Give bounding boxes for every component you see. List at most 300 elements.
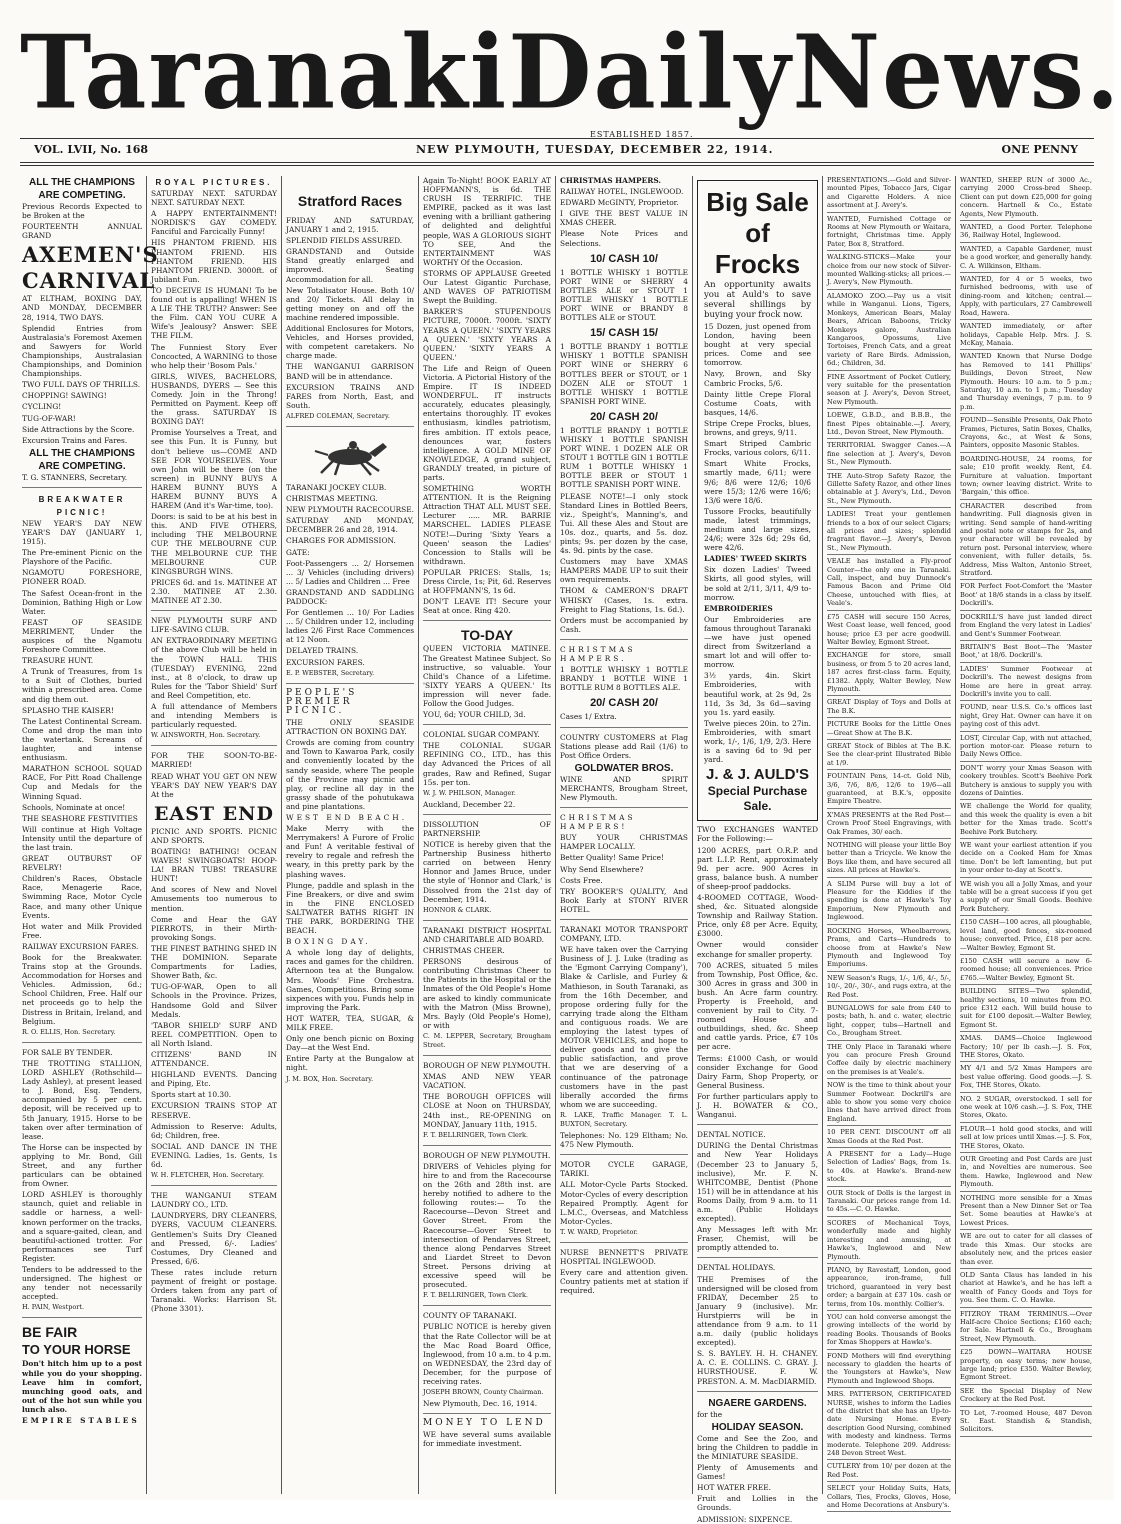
divider (560, 1242, 688, 1243)
paragraph: Doors: is said to be at his best in this. AND FIVE OTHERS, including THE MELBOURNE CUP. THE MELBOURNE CUP. THE MELBOURNE CUP. THE MELBOURNE CUP. KINGSBURGH WINS. (151, 512, 277, 576)
paragraph: TUG-OF-WAR, Open to all Schools in the Province. Prizes, Handsome Gold and Silver Medals. (151, 982, 277, 1019)
paragraph: Why Send Elsewhere? (560, 864, 644, 874)
headline: BOROUGH OF NEW PLYMOUTH. (423, 1061, 551, 1071)
divider (827, 877, 951, 878)
paragraph: Terms: £1000 Cash, or would consider Exchange for Good Dairy Farm, Shop Property, or General Business. (697, 1053, 818, 1090)
classified-ad: PICTURE Books for the Little Ones—Great Show at The B.K. (827, 720, 951, 737)
price-heading: 10/ CASH 10/ (590, 252, 658, 265)
headline: ALL THE CHAMPIONS ARE COMPETING. (29, 447, 135, 472)
divider (960, 499, 1092, 500)
headline: CHRISTMAS HAMPERS! (560, 813, 636, 832)
dateline-bar (24, 140, 1090, 160)
classified-ad: FITZROY TRAM TERMINUS.—Over Half-acre Choice Sections; £160 each; for Sale. Hartnell & Co., Brougham Street, New Plymouth. (960, 1309, 1092, 1343)
paragraph: GATE: (286, 547, 310, 557)
divider (827, 289, 951, 290)
paragraph: 'TABOR SHIELD' SURF AND REEL COMPETITION. Open to all North Island. (151, 1020, 277, 1048)
divider (22, 487, 142, 488)
classified-ad: LADIES! Treat your gentlemen friends to a box of our select Cigars; all prices and sizes; splendid fragrant flavor.—J. Avery's, Devon St., New Plymouth. (827, 510, 951, 552)
paragraph: Again To-Night! BOOK EARLY AT HOFFMANN'S, is 6d. THE CRUSH IS TERRIFIC. THE EMPIRE, packed as it was last evening with a brilliant gathering of delighted and delightful people, WAS A GLORIOUS SIGHT TO SEE, And the ENTERTAINMENT WAS WORTHY Of the Occasion. (423, 176, 551, 267)
paragraph: Dainty little Crepe Floral Costume Coats, with basques, 14/6. (704, 389, 811, 417)
divider (827, 648, 951, 649)
paragraph: Plunge, paddle and splash in the Fine Breakers, or dive and swim in the FINE ENCLOSED SALTWATER BATHS RIGHT IN THE PARK, BORDERING THE BEACH. (286, 880, 414, 936)
divider (960, 1031, 1092, 1032)
paragraph: NEW YEAR'S DAY NEW YEAR'S DAY (JANUARY 1, 1915). (22, 518, 142, 547)
headline: DISSOLUTION OF PARTNERSHIP. (423, 819, 551, 838)
divider (560, 919, 688, 920)
dateline-rule-1 (20, 162, 1094, 163)
classified-ad: SEE the Special Display of New Crockery at the Red Post. (960, 1386, 1092, 1404)
divider (827, 1147, 951, 1148)
price-heading: 20/ CASH 20/ (590, 697, 658, 710)
headline: BREAKWATER PICNIC! (38, 494, 126, 517)
classified-ad: WALKING-STICKS—Make your choice from our new stock of Silver-mounted Walking-sticks; all prices.—J. Avery's, New Plymouth. (827, 253, 951, 287)
headline: ROYAL PICTURES. (155, 178, 273, 187)
paragraph: FRIDAY AND SATURDAY, JANUARY 1 and 2, 1915. (286, 216, 414, 235)
paragraph: A full attendance of Members and intending Members is particularly requested. (151, 701, 277, 730)
column-5 (560, 176, 688, 1494)
classified-ad: GREAT Stock of Bibles at The B.K. See the clear-print Illustrated Bible at 1/9. (827, 741, 951, 767)
classified-ad: £25 DOWN—WAITARA HOUSE property, on easy terms; new house, large land; price £350. Walter Bewley, Egmont Street. (960, 1348, 1092, 1382)
paragraph: YOU, 6d; YOUR CHILD, 3d. (423, 710, 526, 720)
divider (960, 1406, 1092, 1407)
paragraph: Admission to Reserve: Adults, 6d; Children, free. (151, 1121, 277, 1140)
classified-ad: THE Auto-Strop Safety Razor, the Gillette Safety Razor, and other lines obtainable at J. Avery's, Ltd., Devon St., New Plymouth. (827, 471, 951, 505)
classified-ad: DOCKRILL'S have just landed direct from England the very latest in Ladies' and Gent's Summer Footwear. (960, 612, 1092, 638)
headline: MOTOR CYCLE GARAGE, TARIKI. (560, 1160, 688, 1179)
paragraph: Twelve pieces 20in. to 27in. Embroideries, with smart work, 1/-, 1/6, 1/9, 2/3. Here is a saving 6d to 9d per yard. (704, 718, 811, 765)
signature: T. W. WARD, Proprietor. (560, 1227, 638, 1236)
paragraph: PERSONS desirous of contributing Christmas Cheer to the Patients in the Hospital or the Inmates of the Old People's Home are asked to kindly communicate with the Matron (Miss Browne), Mrs. Bayly (Old People's Home), or with (423, 957, 551, 1030)
divider (960, 640, 1092, 641)
paragraph: Entire Party at the Bungalow at night. (286, 1054, 414, 1073)
paragraph: SOCIAL AND DANCE IN THE EVENING. Ladies, 1s. Gents, 1s 6d. (151, 1141, 277, 1169)
divider (827, 1481, 951, 1482)
paragraph: CHRISTMAS MEETING. (286, 494, 378, 504)
classified-ad: FOUND—Sensible Presents, Oak Photo Frames, Pictures, Satin Boxes, Chalks, Crayons, &c., at West & Sons, Painters, opposite Masonic Stables. (960, 416, 1092, 450)
paragraph: TRY BOOKER'S QUALITY, And Book Early at STONY RIVER HOTEL. (560, 886, 688, 914)
divider (827, 1125, 951, 1126)
divider (960, 915, 1092, 916)
classified-ad: SELECT your Holiday Suits, Hats, Collars, Ties, Frocks, Gloves, Hose, and Home Decorations at Ansbury's. (827, 1484, 951, 1510)
divider (423, 1145, 551, 1146)
paragraph: For Gentlemen ... 10/ For Ladies ... 5/ Children under 12, including ladies 2/6 First Race Commences at 12 Noon. (286, 608, 414, 645)
classified-ad: FLOUR—1 hold good stocks, and will sell at low prices until Xmas.—J. S. Fox, THE Stores, Okato. (960, 1124, 1092, 1150)
divider (960, 1384, 1092, 1385)
paragraph: Excursion Trains and Fares. (22, 435, 128, 445)
classified-ad: OUR Greeting and Post Cards are just in, and Novelties are numerous. See them. Hawke, Inglewood and New Plymouth. (960, 1155, 1092, 1189)
classified-ad: ALAMOKO ZOO.—Pay us a visit while in Wanganui. Lions, Tigers, Monkeys, American Bears, Malay Bears, African Baboons, Tricky Monkeys galore, Australian Kangaroos, Opossums, Live Tortoises, French Cats, and a great variety of Rare Birds. Admission, 6d.; Children, 3d. (827, 291, 951, 368)
signature: HONNOR & CLARK. (423, 905, 492, 914)
paragraph: CITIZENS' BAND IN ATTENDANCE. (151, 1049, 277, 1069)
divider (960, 349, 1092, 350)
paragraph: 1 BOTTLE WHISKY 1 BOTTLE PORT WINE or SHERRY 4 BOTTLES ALE or STOUT 1 BOTTLE WHISKY 1 BOTTLE PORT WINE or BRANDY 8 BOTTLES ALE or STOUT. (560, 267, 688, 323)
classified-ad: OUR Stock of Dolls is the largest in Taranaki. Our prices range from 1d. to 45s.—C. O. Hawke. (827, 1188, 951, 1214)
paragraph: AT ELTHAM, BOXING DAY, AND MONDAY, DECEMBER 28, 1914, TWO DAYS. (22, 294, 142, 322)
classified-ad: WANTED Known that Nurse Dodge has Removed to 141 Phillips' Buildings, Devon Street, New Plymouth. Hours: 10 a.m. to 5 p.m.; Saturday, 10 a.m. to 1 p.m.; Tuesday and Thursday evenings, 7 p.m. to 9 p.m. (960, 352, 1092, 411)
column-rule (418, 176, 419, 1494)
paragraph: NEW PLYMOUTH RACECOURSE. (286, 505, 414, 515)
masthead-rule (20, 138, 1094, 139)
classified-ad: YOU can hold converse amongst the growing intellects of the world by reading Books. Thousands of Books for Xmas Shoppers at Hawke's. (827, 1312, 951, 1347)
column-3 (286, 176, 414, 1494)
paragraph: Come and See the Zoo, and bring the Children to paddle in the MINIATURE SEASIDE. (697, 1433, 818, 1461)
paragraph: TWO FULL DAYS OF THRILLS. (22, 380, 141, 390)
classified-ad: FOUNTAIN Pens, 14-ct. Gold Nib, 3/6, 7/6, 8/6, 12/6 to 19/6—all guaranteed, at B.K.'s, opposite Empire Theatre. (827, 772, 951, 806)
divider (960, 761, 1092, 762)
divider (960, 838, 1092, 839)
paragraph: Splendid Entries from Australasia's Foremost Axemen and Sawyers for World Championships, Australasian Championships, and Dominion Championships. (22, 323, 142, 379)
classified-ad: GREAT Display of Toys and Dolls at The B.K. (827, 698, 951, 715)
paragraph: DURING the Dental Christmas and New Year Holidays (December 23 to January 5, inclusive), Mr. F. N. WHITCOMBE, Dentist (Phone 151) will be in attendance at his Rooms Daily, from 9 a.m. to 11 a.m. (Public Holidays excepted). (697, 1141, 818, 1224)
paragraph: PUBLIC NOTICE is hereby given that the Rate Collector will be at the Mac Road Board Office, Inglewood, from 10 a.m. to 4 p.m. on WEDNESDAY, the 23rd day of December, for the purpose of receiving rates. (423, 1322, 551, 1386)
classified-ad: WE challenge the World for quality, and this week the quality is even a bit better for the Xmas trade. Scott's Beehive Pork Butchery. (960, 802, 1092, 836)
signature: W. H. FLETCHER, Hon. Secretary. (151, 1171, 265, 1180)
signature: R. O. ELLIS, Hon. Secretary. (22, 1027, 116, 1036)
paragraph: And scores of New and Novel Amusements too numerous to mention. (151, 885, 277, 913)
divider (960, 242, 1092, 243)
classified-ad: SCORES of Mechanical Toys, wonderfully made and highly interesting and amusing, at Hawke's, Inglewood and New Plymouth. (827, 1218, 951, 1261)
divider (560, 727, 688, 728)
classified-ad: FINE Assortment of Pocket Cutlery, very suitable for the presentation season at J. Avery's, Devon Street, New Plymouth. (827, 372, 951, 406)
divider (960, 1307, 1092, 1308)
divider (151, 610, 277, 611)
divider (423, 920, 551, 921)
column-4 (423, 176, 551, 1494)
divider (827, 1263, 951, 1264)
paragraph: SOMETHING WORTH ATTENTION. It is the Reigning Attraction THAT ALL MUST SEE. Lecturer ..... MR. BARRIE MARSCHEL. LADIES PLEASE NOTE!—During 'Sixty Years a Queen' season the Ladies' Concession to Stalls will be withdrawn. (423, 484, 551, 566)
paragraph: DELAYED TRAINS. (286, 646, 359, 656)
column-2 (151, 176, 277, 1494)
divider (827, 1387, 951, 1388)
divider (22, 1317, 142, 1318)
paragraph: WINE AND SPIRIT MERCHANTS, Brougham Street, New Plymouth. (560, 774, 688, 802)
headline: CARNIVAL (22, 268, 156, 294)
divider (827, 971, 951, 972)
paragraph: TO DECEIVE IS HUMAN! To be found out is appalling! WHEN IS A LIE THE TRUTH? Answer: See the Film. CAN YOU CURE A Wife's Jealousy? Answer: SEE THE FILM. (151, 285, 277, 341)
paragraph: SPLASHO THE KAISER! (22, 705, 114, 715)
paragraph: TREASURE HUNT. (22, 656, 94, 666)
divider (827, 1459, 951, 1460)
paragraph: 15 Dozen, just opened from London, having been bought at very special prices. Come and see tomorrow. (704, 322, 811, 368)
classified-ad: BUNGALOWS for sale from £40 to posts; bath, h. and c. water, electric light, copper, tubs—Hartnell and Co., Brougham Street. (827, 1003, 951, 1038)
classified-ad: TO Let, 7-roomed House, 487 Devon St. East. Standish & Standish, Solicitors. (960, 1408, 1092, 1434)
column-1 (22, 176, 159, 1494)
paragraph: Navy, Brown, and Sky Cambric Frocks, 5/6. (704, 369, 811, 388)
classified-ad: WANTED, a Good Porter. Telephone 36, Railway Hotel, Inglewood. (960, 223, 1092, 240)
divider (827, 1349, 951, 1350)
divider (286, 683, 414, 684)
headline: HOLIDAY SEASON. (711, 1421, 804, 1433)
divider (827, 212, 951, 213)
classified-ad: WANTED immediately, or after holidays, Capable Help. Mrs. J. S. McKay, Manaia. (960, 322, 1092, 347)
paragraph: Fruit and Lollies in the Grounds. (697, 1494, 818, 1513)
paragraph: FEAST OF SEASIDE MERRIMENT, Under the auspices of the Ngamotu Foreshore Committee. (22, 617, 142, 655)
headline: Stratford Races (297, 193, 403, 209)
classified-ad: WE are out to cater for all classes of trade this Xmas. Our stocks are absolutely new, and the prices easier than ever. (960, 1232, 1092, 1266)
classified-ad: LOEWE, G.B.D., and B.B.B., the finest Pipes obtainable.—J. Avery, Ltd., Devon Street, New Plymouth. (827, 411, 951, 436)
divider (151, 745, 277, 746)
divider (827, 1078, 951, 1079)
paragraph: SATURDAY NEXT. SATURDAY NEXT. SATURDAY NEXT. (151, 189, 277, 208)
paragraph: Book for the Breakwater. Trains stop at the Grounds. Accommodation for Horses and Vehicles. Admission, 6d.; School Children, Free. Half our net proceeds go to help the Distress in Britain, Ireland, and Belgium. (22, 953, 142, 1026)
racehorse-illustration (305, 433, 395, 477)
paragraph: Our Embroideries are famous throughout Taranaki—we have just opened direct from Switzerland a smart lot and will offer to-morrow. (704, 614, 811, 670)
paragraph: RAILWAY HOTEL, INGLEWOOD. (560, 187, 684, 197)
paragraph: EXCURSION TRAINS AND FARES from North, East, and South. (286, 382, 414, 410)
frock-sale-advert (697, 180, 818, 821)
headline: THE WANGANUI STEAM LAUNDRY CO., LTD. (151, 1191, 277, 1210)
divider (827, 717, 951, 718)
paragraph: THE WANGANUI GARRISON BAND will be in attendance. (286, 362, 414, 381)
divider (697, 1257, 818, 1258)
divider (827, 250, 951, 251)
paragraph: ADMISSION: SIXPENCE. (697, 1514, 793, 1524)
paragraph: Additional Enclosures for Motors, Vehicles, and Horses provided, with competent caretakers. No charge made. (286, 324, 414, 361)
paragraph: 1200 ACRES, part O.R.P. and part L.I.P. Rent, approximately 9d. per acre. 900 Acres in grass, balance bush. A number of sheep-proof paddocks. (697, 845, 818, 891)
signature: F. T. BELLRINGER, Town Clerk. (423, 1130, 528, 1139)
paragraph: BUY YOUR CHRISTMAS HAMPER LOCALLY. (560, 833, 688, 852)
paragraph: CHARGES FOR ADMISSION. (286, 536, 396, 546)
divider (827, 610, 951, 611)
divider (560, 807, 688, 808)
divider (960, 954, 1092, 955)
paragraph: CYCLING! (22, 402, 62, 412)
paragraph: I GIVE THE BEST VALUE IN XMAS CHEER. (560, 209, 688, 228)
signature: F. T. BELLRINGER, Town Clerk. (423, 1291, 528, 1300)
classified-ad: FOUND, near U.S.S. Co.'s offices last night, Grey Hat. Owner can have it on paying cost of this advt. (960, 703, 1092, 729)
paragraph: Costs Free. (560, 875, 603, 885)
paragraph: The Latest Continental Scream. Come and drop the man into the watertank. Screams of laughter, and intense enthusiasm. (22, 716, 142, 763)
classified-ad: A SLIM Purse will buy a lot of Pleasure for the Kiddies if the spending is done at Hawke's Toy Emporium, New Plymouth and Inglewood. (827, 879, 951, 922)
paragraph: EXCURSION TRAINS STOP AT RESERVE. (151, 1101, 277, 1120)
divider (960, 1229, 1092, 1230)
headline: FOR SALE BY TENDER. (22, 1047, 113, 1057)
signature: R. LAKE, Traffic Manager. T. L. BUXTON, Secretary. (560, 1110, 688, 1128)
paragraph: XMAS AND NEW YEAR VACATION. (423, 1072, 551, 1091)
paragraph: MARATHON SCHOOL SQUAD RACE, For Pitt Road Challenge Cup and Medals for the Winning Squad. (22, 764, 142, 801)
paragraph: Schools, Nominate at once! (22, 802, 126, 812)
paragraph: Crowds are coming from country and Town to Kawaroa Park, cosily and conveniently located by the sandy seaside, where The people of the Province may picnic and play, or recline all day in the grassy shade of the pohutukawa and pine plantations. (286, 738, 414, 811)
paragraph: Promise Yourselves a Treat, and see this Fun. It is Funny, but don't believe us—COME AND SEE FOR YOURSELVES. Your own John will be there (on the screen) in BUNNY BUYS A HAREM BUNNY BUYS A HAREM BUNNY BUYS A HAREM (And it's War-time, too). (151, 428, 277, 511)
paragraph: THE COLONIAL SUGAR REFINING CO., LTD., has this day Advanced the Prices of all grades, Raw and Refined, Sugar 15s. per ton. (423, 741, 551, 787)
divider (960, 877, 1092, 878)
classified-ad: WANTED, for 4 or 5 weeks, two furnished bedrooms, with use of dining-room and kitchen; central.—Apply, with particulars, 27 Cambrewell Road, Hawera. (960, 275, 1092, 317)
signature: C. M. LEPPER, Secretary, Brougham Street. (423, 1031, 551, 1049)
paragraph: A Trunk of Treasures, from 1s to a Suit of Clothes, buried within a prescribed area. Come and dig them out. (22, 667, 142, 704)
paragraph: Hot water and Milk Provided Free. (22, 921, 142, 940)
paragraph: WE have taken over the Carrying Business of J. J. Luke (trading as the 'Egmont Carrying Company'), Blake & Carlisle, and Furley & Mathieson, in South Taranaki, as from the 16th December, and propose ordering fully for the carrying trade along the Eltham and contiguous roads. We are employing the latest types of MOTOR VEHICLES, and hope to deliver goods and to give the public satisfaction, and prove that we are deserving of a continuance of the patronage customers have in the past liberally accorded the firms whom we are succeeding. (560, 945, 688, 1109)
classified-ad: EXCHANGE for store, small business, or from 5 to 20 acres land, 187 acres first-class farm. Equity, £1382. Apply, Walter Bewley, New Plymouth. (827, 651, 951, 693)
headline: NGAERE GARDENS. (708, 1397, 807, 1409)
paragraph: Owner would consider exchange for smaller property. (697, 940, 818, 959)
divider (827, 739, 951, 740)
divider (960, 700, 1092, 701)
classified-ad: BRITAIN'S Best Boot—The 'Master Boot,' at 18/6. Dockrill's. (960, 642, 1092, 660)
classified-ad: 10 PER CENT. DISCOUNT off all Xmas Goods at the Red Post. (827, 1128, 951, 1145)
paragraph: HOT WATER, TEA, SUGAR, & MILK FREE. (286, 1013, 414, 1033)
paragraph: SPLENDID FIELDS ASSURED. (286, 236, 403, 246)
paragraph: Side Attractions by the Score. (22, 424, 135, 434)
divider (827, 695, 951, 696)
column-rule (281, 176, 282, 1494)
signature: W. J. W. PHILSON, Manager. (423, 788, 516, 797)
headline: CHRISTMAS HAMPERS. (560, 176, 662, 185)
classified-ad: X'MAS PRESENTS at the Red Post—Crown Proof Steel Engravings, with Oak Frames, 30/ each. (827, 810, 951, 836)
divider (827, 554, 951, 555)
paragraph: PLEASE NOTE!—I only stock Standard Lines in Bottled Beers, viz., Speight's, Manning's, and Tui. All these Ales and Stout are 10s. doz., quarts, and 5s. doz. pints; 9s. per dozen by the case, 4s. 9d. pints by the case. (560, 491, 688, 556)
paragraph: STORMS OF APPLAUSE Greeted Our Latest Gigantic Purchase, AND WAVES OF PATRIOTISM Swept the Building. (423, 268, 551, 306)
headline: PEOPLE'S PREMIER PICNIC. (286, 687, 358, 716)
divider (560, 1154, 688, 1155)
classified-ad: WANTED, Furnished Cottage or Rooms at New Plymouth or Waitara, fortnight, Christmas time. Apply Pater, Box 8, Stratford. (827, 214, 951, 248)
headline: NURSE BENNETT'S PRIVATE HOSPITAL INGLEWOOD. (560, 1248, 688, 1267)
classified-ad: PIANO, by Ravestaff, London, good appearance, iron-frame, full trichord, guaranteed in very best order; a bargain at £37 10s. cash or terms, from 10s. monthly. Collier's. (827, 1265, 951, 1308)
paragraph: EMPIRE STABLES (22, 1416, 140, 1426)
paragraph: THE ONLY SEASIDE ATTRACTION ON BOXING DAY. (286, 718, 414, 737)
column-rule (955, 176, 956, 1494)
divider (22, 1042, 142, 1043)
paragraph: These rates include return payment of freight or postage. Orders taken from any part of Taranaki. Works: Harrison St. (Phone 3301). (151, 1267, 277, 1314)
headline: TARANAKI DISTRICT HOSPITAL AND CHARITABLE AID BOARD. (423, 925, 551, 944)
divider (960, 1152, 1092, 1153)
divider (423, 620, 551, 621)
brand-name: J. & J. AULD'S (705, 766, 810, 784)
headline: TO YOUR HORSE (22, 1342, 131, 1358)
paragraph: GRANDSTAND AND SADDLING PADDOCK: (286, 587, 414, 606)
paragraph: Only one bench picnic on Boxing Day—at the West End. (286, 1034, 414, 1053)
classified-ad: NOTHING will please your little Boy better than a Tricycle. We know the Boys like them, and have secured all sizes. All prices at Hawke's. (827, 841, 951, 875)
paragraph: HIS PHANTOM FRIEND. HIS PHANTOM FRIEND. HIS PHANTOM FRIEND. HIS PHANTOM FRIEND. 3000ft. of Jubilant Fun. (151, 238, 277, 284)
headline: AXEMEN'S (22, 242, 159, 268)
headline: Big Sale (706, 187, 809, 217)
divider (960, 452, 1092, 453)
paragraph: A whole long day of delights, races and games for the children. Afternoon tea at the Bungalow. Mrs. Woods' Fine Orchestra. Games, Competitions. Bring some sixpences with you. Funds help in improving the Park. (286, 948, 414, 1012)
column-rule (146, 176, 147, 1494)
divider (960, 413, 1092, 414)
classified-ad: THE Only Place in Taranaki where you can procure Fresh Ground Coffee daily by electric machinery on the premises is at Veale's. (827, 1042, 951, 1076)
paragraph: GIRLS, WIVES, BACHELORS, HUSBANDS, DYERS — See this Comedy. Join in the Throng! Permitted on Payment. Keep off the grass. SATURDAY IS BOXING DAY! (151, 371, 277, 427)
dateline-rule-2 (20, 165, 1094, 166)
paragraph: EDWARD McGINTY, Proprietor. (560, 198, 679, 208)
paragraph: Make Merry with the Merrymakers! A Furore of Frolic and Fun! A veritable festival of revelry to regale and refresh the weary, in this pretty park by the plashing waves. (286, 824, 414, 879)
headline: BE FAIR (22, 1324, 78, 1341)
divider (960, 220, 1092, 221)
divider (960, 1268, 1092, 1269)
volume-number: VOL. LVII, No. 168 (34, 143, 149, 156)
signature: S. S. BAYLEY. H. H. CHANEY. A. C. E. COLLINS. C. GRAY. J. HURSTHOUSE. F. W. PRESTON. A. M. MacDIARMID. (697, 1349, 818, 1386)
divider (423, 724, 551, 725)
divider (827, 507, 951, 508)
paragraph: DON'T LEAVE IT! Secure your Seat at once. Ring 420. (423, 597, 551, 616)
divider (827, 438, 951, 439)
divider (560, 639, 688, 640)
paragraph: Stripe Crepe Frocks, blues, browns, and greys, 9/11. (704, 418, 811, 438)
divider (697, 1124, 818, 1125)
paragraph: Smart Striped Cambric Frocks, various colors, 6/11. (704, 439, 811, 458)
paragraph: 1 BOTTLE BRANDY 1 BOTTLE WHISKY 1 BOTTLE SPANISH PORT WINE. 1 DOZEN ALE OR STOUT 1 BOTTLE GIN 1 BOTTLE RUM 1 BOTTLE WHISKY 1 BOTTLE BEER or STOUT 1 BOTTLE SPANISH PORT WINE. (560, 425, 688, 490)
headline: DENTAL HOLIDAYS. (697, 1263, 776, 1273)
divider (423, 1305, 551, 1306)
headline: BOXING DAY. (286, 937, 371, 947)
classified-ad: NEW Season's Rugs, 1/-, 1/6, 4/-, 5/-, 10/-, 20/-, 30/-, and rugs extra, at the Red Post. (827, 973, 951, 999)
headline: Special Purchase Sale. (707, 784, 808, 814)
classified-ad: NOW is the time to think about your Summer Footwear. Dockrill's are able to show you some very choice lines that have arrived direct from England. (827, 1081, 951, 1123)
headline: CHRISTMAS HAMPERS. (560, 644, 636, 664)
divider (286, 426, 414, 427)
classified-ad: MRS. PATTERSON, CERTIFICATED NURSE, wishes to inform the Ladies of the district that she has an Up-to-date Nursing Home. Every description Good Nursing, combined with modesty and kindness. Terms moderate. Telephone 209. Address: 248 Devon Street West. (827, 1390, 951, 1458)
column-7-classifieds (827, 176, 951, 1510)
divider (960, 579, 1092, 580)
signature: ALFRED COLEMAN, Secretary. (286, 411, 390, 420)
paragraph: HIGHLAND EVENTS. Dancing and Piping, Etc. (151, 1070, 277, 1089)
paragraph: Will continue at High Voltage Intensity until the departure of the last train. (22, 824, 142, 852)
classified-ad: BUILDING SITES—Two splendid, healthy sections, 10 minutes from P.O. price £312 each. Will build house to suit for £100 deposit.—Walter Bewley, Egmont St. (960, 987, 1092, 1029)
paragraph: New Totalisator House. Both 10/ and 20/ Tickets. All delay in getting money on and off the machine rendered impossible. (286, 285, 414, 322)
headline: EMBROIDERIES (704, 603, 773, 613)
issue-price: ONE PENNY (1001, 143, 1078, 156)
paragraph: Cases 1/ Extra. (560, 712, 617, 722)
paragraph: Sports start at 10.30. (151, 1090, 232, 1100)
paragraph: AN EXTRAORDINARY MEETING of the above Club will be held in the TOWN HALL THIS (TUESDAY) EVENING, 22nd inst., at 8 o'clock, to draw up Rules for the 'Tabor Shield' Surf and Reel Competition, etc. (151, 636, 277, 700)
headline: NEW PLYMOUTH SURF AND LIFE-SAVING CLUB. (151, 616, 277, 635)
paragraph: THE FINEST BATHING SHED IN THE DOMINION. Separate Compartments for Ladies, Shower Bath, &c. (151, 943, 277, 981)
paragraph: THE TROTTING STALLION, LORD ASHLEY (Rothschild—Lady Ashley), at present leased to J. Bond, Esq. Tenders, accompanied by 5 per cent. deposit, will be received up to 5th January, 1915. Horse to be taken over after termination of lease. (22, 1058, 142, 1141)
divider (827, 838, 951, 839)
divider (827, 1186, 951, 1187)
classified-ad: WE want your earliest attention if you decide on a Cooked Ham for Xmas time. Don't be left lamenting, but put in your order to-day at Scott's. (960, 841, 1092, 875)
paragraph: Telephones: No. 129 Eltham; No. 475 New Plymouth. (560, 1131, 688, 1150)
divider (960, 731, 1092, 732)
paragraph: Tenders to be addressed to the undersigned. The highest or any tender not necessarily accepted. (22, 1265, 142, 1302)
divider (827, 1001, 951, 1002)
paragraph: DRIVERS of Vehicles plying for hire to and from the Racecourse on the 26th and 28th inst. are hereby notified to adhere to the following routes:— To the Racecourse—Devon Street and Gover Street. From the Racecourse—Gover Street to intersection of Pendarves Street, thence along Pendarves Street and Liardet Street to Devon Street. Persons driving at excessive speed will be prosecuted. (423, 1161, 551, 1290)
paragraph: Customers may have XMAS HAMPERS MADE UP to suit their own requirements. (560, 557, 688, 585)
classified-ad: FOR Perfect Foot-Comfort the 'Master Boot' at 18/6 stands in a class by itself. Dockrill's. (960, 582, 1092, 608)
paragraph: THOM & CAMERON'S DRAFT WHISKY (Cases, 1s. extra. Freight to Flag Stations, 1s. 6d.). (560, 586, 688, 614)
signature: T. G. STANNERS, Secretary. (22, 472, 128, 482)
divider (827, 469, 951, 470)
paragraph: Don't hitch him up to a post while you do your shopping. Leave him in comfort, munching good oats, and out of the hot sun while you lunch also. (22, 1359, 142, 1414)
classified-ad: £75 CASH will secure 150 Acres, West Coast lease, well fenced, good house; price £3 per acre goodwill. Walter Bewley, Egmont Street. (827, 612, 951, 646)
paragraph: Please Note Prices and Selections. (560, 229, 688, 248)
paragraph: The Safest Ocean-front in the Dominion, Bathing High or Low Water. (22, 588, 142, 616)
column-rule (692, 176, 693, 1494)
paragraph: 4-ROOMED COTTAGE, Wood-shed, &c. Situated alongside Township and Railway Station. Price, only £8 per Acre. Equity, £3000. (697, 892, 818, 939)
divider (697, 1391, 818, 1392)
paragraph: The Funniest Story Ever Concocted, A WARNING to those who help their 'Bosom Pals.' (151, 342, 277, 370)
divider (827, 808, 951, 809)
headline: of Frocks (714, 218, 801, 279)
paragraph: BARKER'S STUPENDOUS PICTURE, 7000ft. 7000ft. 'SIXTY YEARS A QUEEN.' 'SIXTY YEARS A QUEEN.' 'SIXTY YEARS A QUEEN.' 'SIXTY YEARS A QUEEN.' (423, 307, 551, 362)
paragraph: RAILWAY EXCURSION FARES. (22, 941, 139, 951)
paragraph: 700 ACRES, situated 5 miles from Township, Post Office, &c. 300 Acres in grass and 300 in bush. An Acre farm country. Property is Freehold, and convenient by rail to City. 7-roomed House and outbuildings, shed, &c. Sheep and cattle yards. Price, £7 10s per acre. (697, 960, 818, 1052)
paragraph: Tussore Frocks, beautifully made, latest trimmings, medium and large sizes, 24/6; were 32s 6d; 29s 6d, were 42/6. (704, 506, 811, 553)
paragraph: 1 BOTTLE WHISKY 1 BOTTLE BRANDY 1 BOTTLE WINE 1 BOTTLE RUM 8 BOTTLES ALE. (560, 665, 688, 693)
classified-ad: MY 4/1 and 5/2 Xmas Hampers are best value offering. Good goods.—J. S. Fox, THE Stores, Okato. (960, 1064, 1092, 1090)
classified-ad: FOND Mothers will find everything necessary to gladden the hearts of the Youngsters at Hawke's, New Plymouth and Inglewood Shops. (827, 1351, 951, 1385)
paragraph: Any Messages left with Mr. Fraser, Chemist, will be promptly attended to. (697, 1225, 818, 1253)
classified-ad: NOTHING more sensible for a Xmas Present than a New Dinner Set or Tea Set. Some beauties at Hawke's at Lowest Prices. (960, 1193, 1092, 1227)
divider (827, 924, 951, 925)
paragraph: Orders must be accompanied by Cash. (560, 615, 688, 634)
column-rule (822, 176, 823, 1494)
paragraph: PICNIC AND SPORTS. PICNIC AND SPORTS. (151, 826, 277, 845)
classified-ad: CUTLERY from 10/ per dozen at the Red Post. (827, 1462, 951, 1479)
paragraph: 3½ yards, 4in. Skirt Embroideries, with beautiful work, at 2s 9d, 2s 11d, 3s 3d, 3s 6d—saving you 1s. yard easily. (704, 671, 811, 717)
paragraph: HOT WATER FREE. (697, 1483, 772, 1493)
divider (960, 662, 1092, 663)
headline: COLONIAL SUGAR COMPANY. (423, 730, 540, 740)
